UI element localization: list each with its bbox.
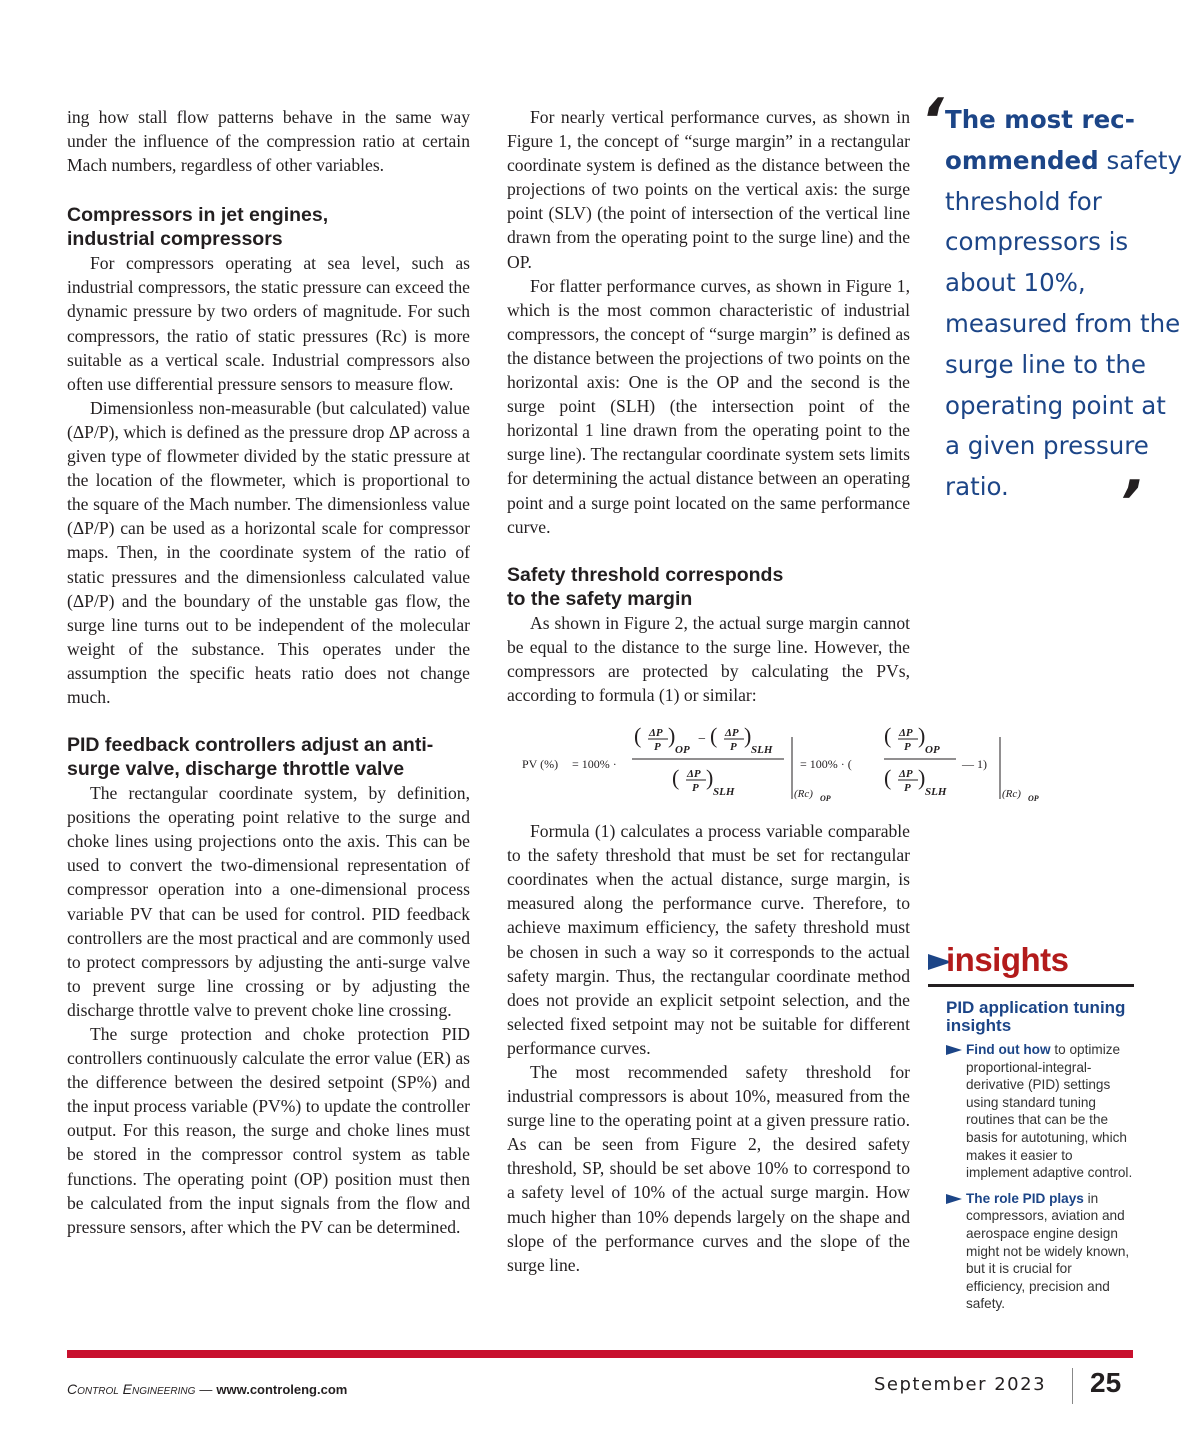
formula-sub-slh: SLH	[925, 786, 947, 799]
formula-paren: )	[668, 723, 676, 749]
pull-quote-rest: safety threshold for compressors is about 10%, measured from the surge line to the operating point at a given pressure ratio.	[945, 145, 1183, 502]
section-heading	[67, 733, 470, 781]
open-quote-mark: ‘	[912, 86, 951, 156]
formula-dp: ΔP	[725, 727, 739, 740]
formula-lhs: PV (%)	[522, 757, 559, 772]
formula-minus: −	[698, 732, 706, 748]
page-number: 25	[1090, 1367, 1122, 1398]
insights-subtitle: PID application tuning insights	[946, 998, 1126, 1035]
footer-url: www.controleng.com	[216, 1382, 348, 1397]
formula-paren: (	[634, 723, 642, 749]
footer-rule	[67, 1350, 1133, 1358]
body-paragraph: For compressors operating at sea level, such as industrial compressors, the static pressure can exceed the dynamic pressure by two orders of magnitude. For such compressors, the ratio of static pressures (Rc) is more suitable as a vertical scale. Industrial compressors also often use differential pressure sensors to measure flow.	[67, 253, 470, 394]
formula-p: P	[904, 782, 911, 795]
body-paragraph: The surge protection and choke protection PID controllers continuously calculate the error value (ER) as the difference between the desired setpoint (SP%) and the input process variable (PV%) to update the controller output. For this reason, the surge and choke lines must be stored in the compressor control system as table functions. The operating point (OP) position must then be calculated from the input signals from the flow and pressure sensors, after which the PV can be determined.	[67, 1024, 470, 1237]
close-quote-mark: ’	[1110, 468, 1149, 538]
issue-date: September 2023	[874, 1374, 1047, 1395]
pull-quote-text	[945, 100, 1185, 508]
section-heading-line: to the safety margin	[507, 587, 693, 610]
formula-p: P	[904, 741, 911, 754]
formula-dp: ΔP	[899, 727, 913, 740]
formula-p: P	[654, 741, 661, 754]
formula-eq2: = 100% · (	[800, 757, 852, 772]
formula-paren: (	[710, 723, 718, 749]
formula-paren: )	[918, 765, 926, 791]
formula-sub-op: OP	[925, 744, 940, 757]
section-heading-line: industrial compressors	[67, 228, 283, 251]
body-paragraph: For nearly vertical performance curves, as shown in Figure 1, the concept of “surge margin” in a rectangular coordinate system is defined as the distance between the projections of two points on the vertical axis: the surge point (SLV) (the point of intersection of the vertical line drawn from the operating point to the surge line) and the OP.	[507, 107, 910, 272]
section-heading-line: Compressors in jet engines,	[67, 204, 329, 227]
formula-paren: )	[744, 723, 752, 749]
footer-dash: —	[199, 1382, 213, 1397]
insights-item-text: in compressors, aviation and aerospace engine design might not be widely known, but it is crucial for efficiency, precision and safety.	[966, 1190, 1130, 1312]
formula-sub-op: OP	[675, 744, 690, 757]
body-paragraph: The most recommended safety threshold for industrial compressors is about 10%, measured from the surge line to the operating point at a given pressure ratio. As can be seen from Figure 2, the desired safety threshold, SP, should be set above 10% to correspond to a safety level of 10% of the actual surge margin. How much higher than 10% depends largely on the shape and slope of the performance curves and the slope of the surge line.	[507, 1062, 910, 1275]
insights-item	[966, 1041, 1134, 1182]
insights-header	[928, 942, 1134, 987]
insights-item-lead: Find out how	[966, 1042, 1051, 1057]
formula-paren: )	[706, 765, 714, 791]
bullet-arrow-icon	[946, 1045, 962, 1055]
formula-sub-slh: SLH	[713, 786, 735, 799]
formula-paren: )	[918, 723, 926, 749]
formula-dp: ΔP	[649, 727, 663, 740]
body-paragraph: ing how stall flow patterns behave in the same way under the influence of the compression ratio at certain Mach numbers, regardless of other variables.	[67, 107, 470, 176]
formula-p: P	[692, 782, 699, 795]
column-left	[67, 105, 470, 1239]
body-paragraph: As shown in Figure 2, the actual surge margin cannot be equal to the distance to the surge line. However, the compressors are protected by calculating the PVs, according to formula (1) or similar:	[507, 612, 910, 705]
formula-sub-slh: SLH	[751, 744, 773, 757]
body-paragraph: The rectangular coordinate system, by definition, positions the operating point relative to the surge and choke lines using projections onto the axis. This can be used to convert the two-dimensional representation of compressor operation into a one-dimensional process variable PV that can be used for control. PID feedback controllers are the most practical and are commonly used to protect compressors by adjusting the anti-surge valve to prevent surge line crossing or by adjusting the discharge throttle valve to prevent choke line crossing.	[67, 783, 470, 1020]
insights-item-lead: The role PID plays	[966, 1190, 1084, 1206]
insights-box	[928, 942, 1134, 1313]
formula-rc: (Rc)	[1002, 788, 1021, 801]
section-heading-line: Safety threshold corresponds	[507, 563, 784, 586]
formula-eq1: = 100% ·	[572, 757, 617, 772]
body-paragraph: Dimensionless non-measurable (but calculated) value (ΔP/P), which is defined as the pressure drop ΔP across a given type of flowmeter divided by the static pressure at the location of the flowmeter, which is proportional to the square of the Mach number. The dimensionless value (ΔP/P) can be used as a horizontal scale for compressor maps. Then, in the coordinate system of the ratio of static pressures and the dimensionless calculated value (ΔP/P) and the boundary of the unstable gas flow, the surge line turns out to be independent of the molecular weight of the substance. This operates under the assumption the specific heats ratio does not change much.	[67, 397, 470, 707]
formula-1	[507, 723, 1039, 809]
magazine-name: Control Engineering	[67, 1381, 196, 1397]
footer-masthead	[67, 1381, 347, 1397]
pull-quote-bold: The most rec-ommended	[945, 105, 1135, 175]
insights-item-text: to optimize proportional-integral-derivative (PID) settings using standard tuning routines that can be the basis for autotuning, which makes it easier to implement adaptive control.	[966, 1042, 1133, 1181]
insights-item	[966, 1190, 1134, 1313]
formula-paren: (	[884, 765, 892, 791]
formula-dp: ΔP	[899, 768, 913, 781]
footer-divider	[1072, 1368, 1073, 1404]
insights-title: insights	[946, 941, 1069, 978]
section-heading	[507, 563, 910, 611]
formula-dp: ΔP	[687, 768, 701, 781]
body-paragraph: Formula (1) calculates a process variable comparable to the safety threshold that must be set for rectangular coordinates when the actual distance, surge margin, is measured along the performance curve. Therefore, to achieve maximum efficiency, the safety threshold must be chosen in such a way so it corresponds to the actual safety margin. Thus, the rectangular coordinate method does not provide an explicit setpoint selection, and the selected fixed setpoint may not be suitable for different performance curves.	[507, 821, 910, 1058]
formula-graphic	[522, 723, 1082, 809]
section-heading	[67, 203, 470, 251]
formula-rc-sub: OP	[820, 794, 831, 804]
formula-minus-one: — 1)	[962, 757, 987, 772]
section-heading-line: surge valve, discharge throttle valve	[67, 758, 405, 781]
formula-rc: (Rc)	[794, 788, 813, 801]
bullet-arrow-icon	[946, 1194, 962, 1204]
formula-rc-sub: OP	[1028, 794, 1039, 804]
formula-paren: (	[672, 765, 680, 791]
section-heading-line: PID feedback controllers adjust an anti-	[67, 734, 434, 757]
body-paragraph: For flatter performance curves, as shown in Figure 1, which is the most common characteristic of industrial compressors, the concept of “surge margin” is defined as the distance between the projections of two points on the horizontal axis: One is the OP and the second is the surge point (SLH) (the intersection point of the horizontal 1 line drawn from the operating point to the surge line). The rectangular coordinate system sets limits for determining the actual distance between an operating point and a surge point located on the same performance curve.	[507, 275, 910, 537]
formula-p: P	[730, 741, 737, 754]
formula-paren: (	[884, 723, 892, 749]
